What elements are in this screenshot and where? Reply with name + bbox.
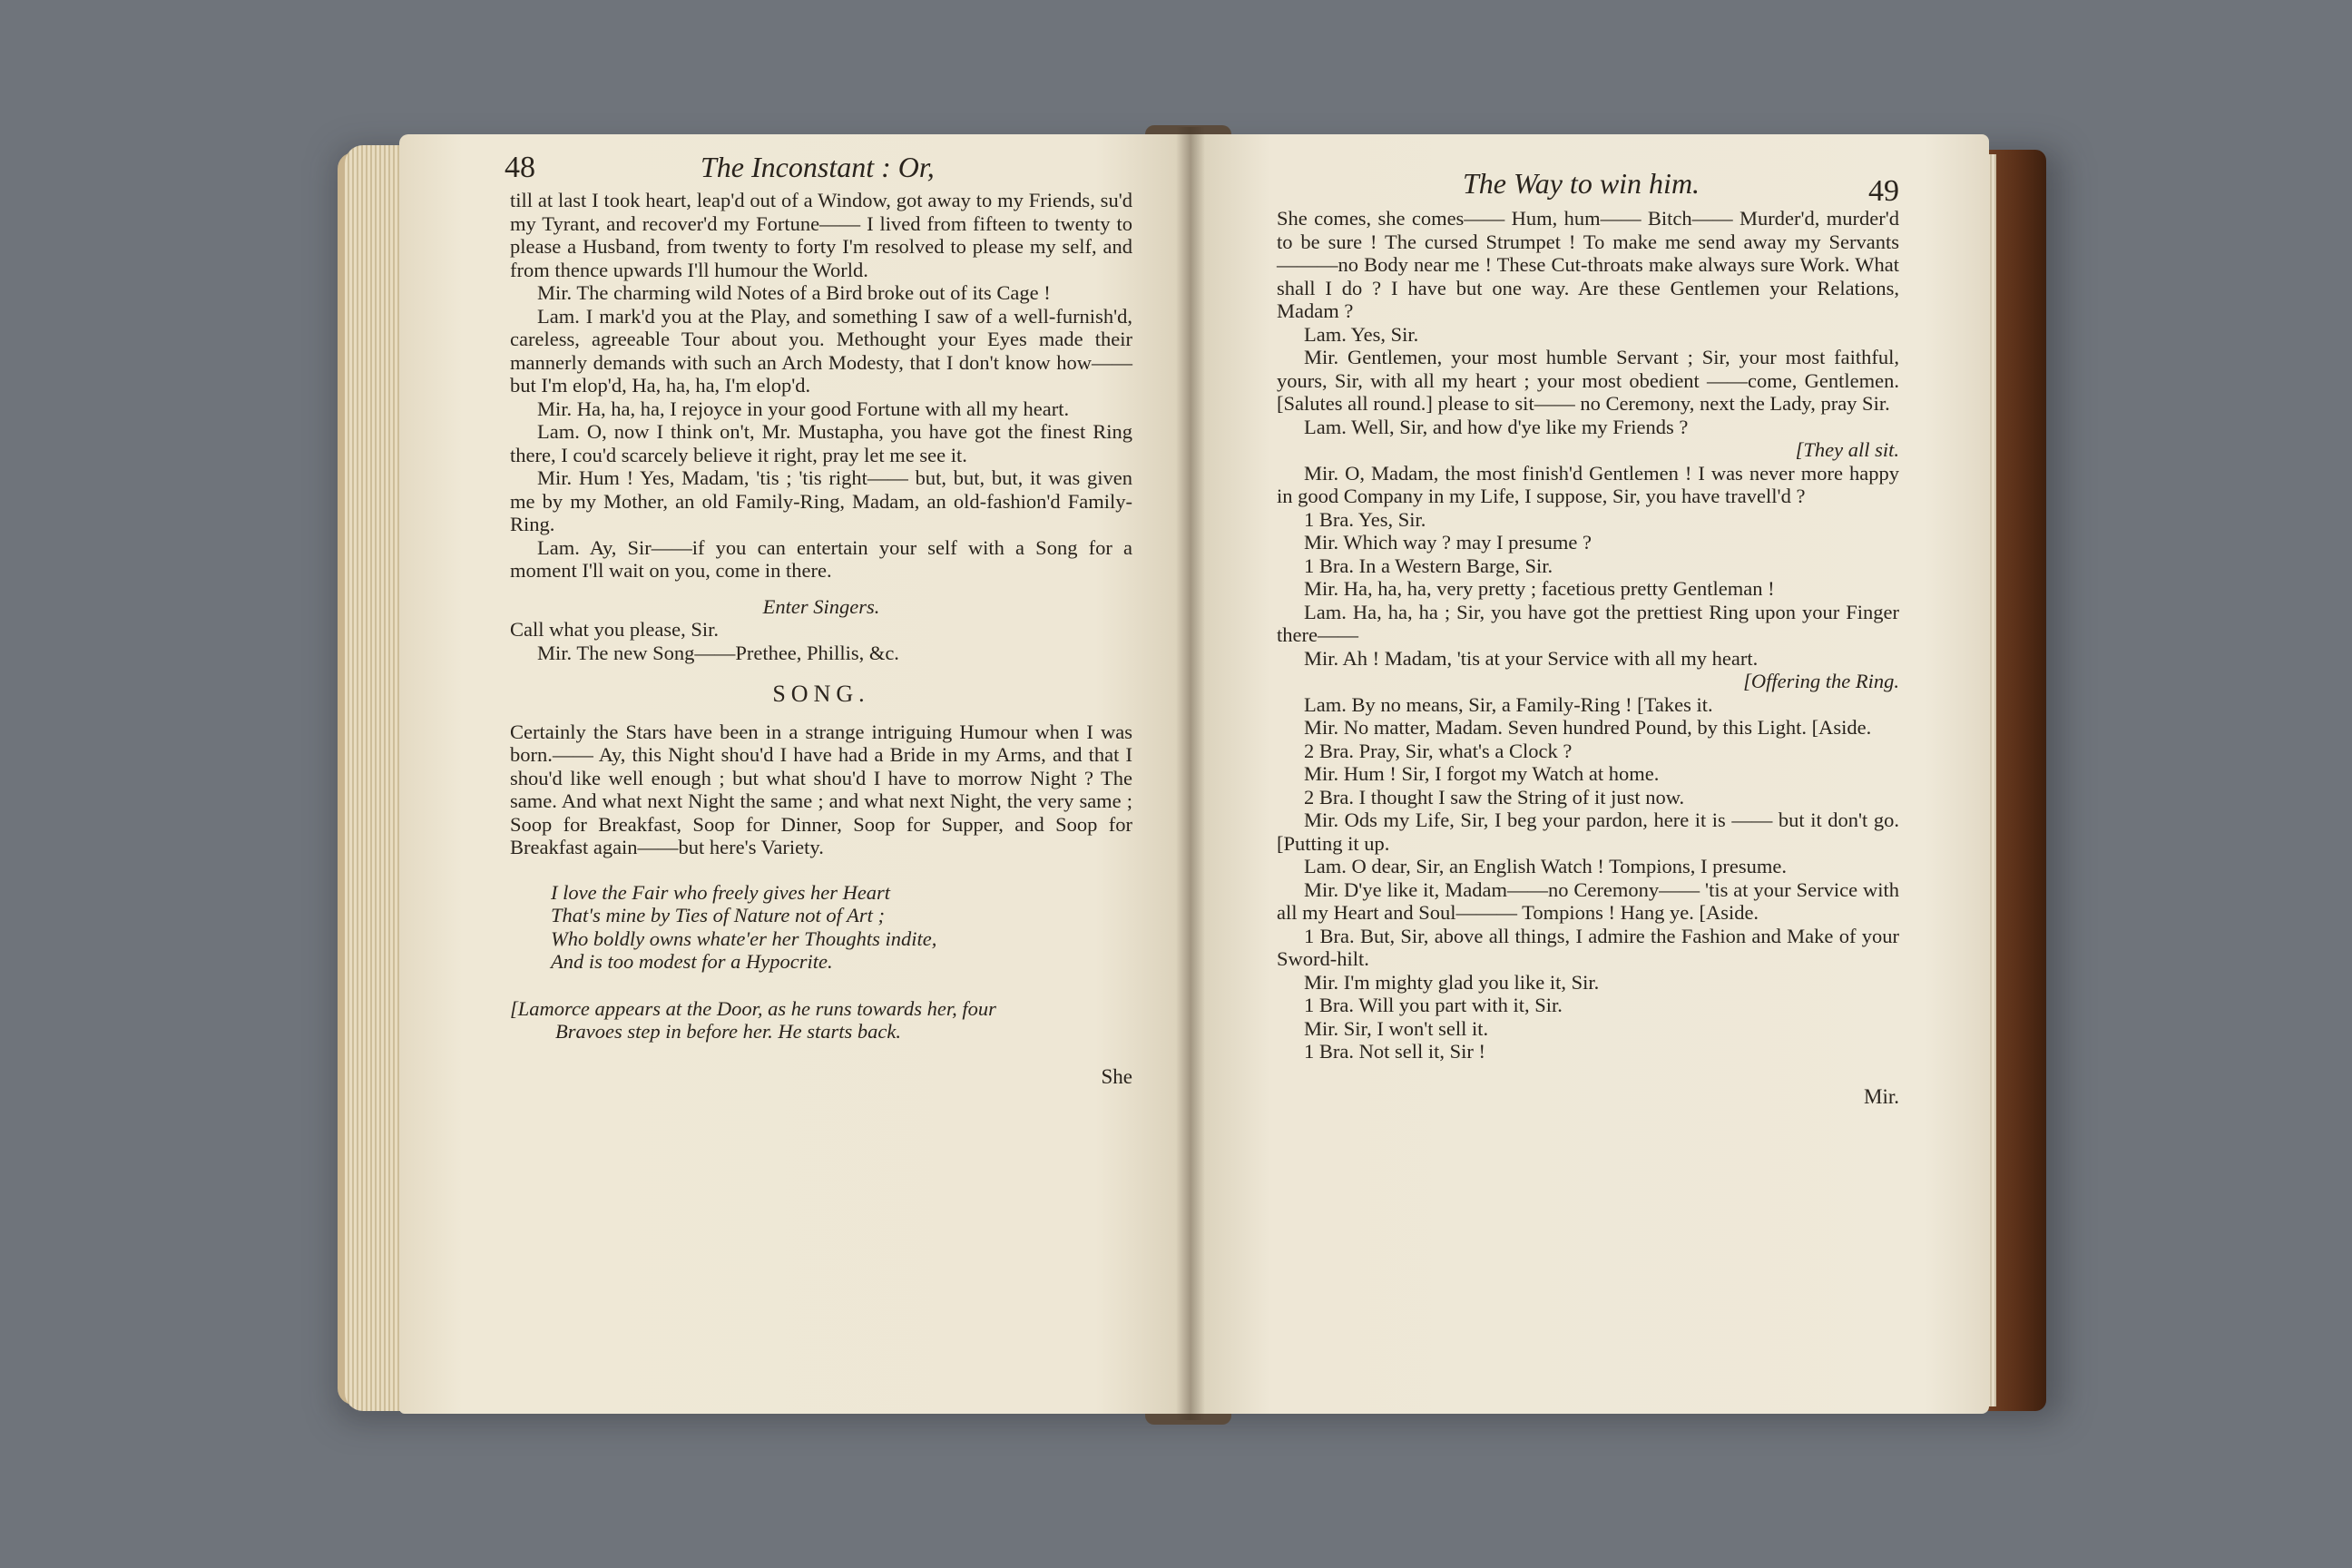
verse-line: I love the Fair who freely gives her Heart: [551, 880, 891, 904]
speech: Mir. D'ye like it, Madam——no Ceremony—— 'tis at your Service with all my Heart and Soul——— Tompions ! Hang ye. [Aside.: [1277, 877, 1899, 924]
left-page: [399, 134, 1191, 1414]
speech: Lam. I mark'd you at the Play, and something I saw of a well-furnish'd, careless, agreeable Tour about you. Methought your Eyes made their mannerly demands with such an Arch Modesty, that I don't know how—— but I'm elop'd, Ha, ha, ha, I'm elop'd.: [510, 304, 1132, 397]
speech: Lam. Ay, Sir——if you can entertain your self with a Song for a moment I'll wait on you, come in there.: [510, 535, 1132, 582]
left-page-header: [505, 151, 1132, 189]
stage-direction: [510, 997, 1132, 1044]
speech: Mir. The charming wild Notes of a Bird broke out of its Cage !: [537, 281, 1051, 304]
catchword: Mir.: [1864, 1084, 1899, 1108]
speech: Mir. Hum ! Yes, Madam, 'tis ; 'tis right—— but, but, but, it was given me by my Mother, an old Family-Ring, Madam, an old-fashion'd Family-Ring.: [510, 466, 1132, 535]
speech: Mir. Ah ! Madam, 'tis at your Service with all my heart.: [1304, 646, 1759, 670]
right-page-lines: [1277, 207, 1899, 1063]
running-head: The Way to win him.: [1463, 167, 1700, 200]
speech: Lam. Yes, Sir.: [1304, 322, 1419, 346]
right-page-text: [1277, 167, 1899, 1108]
speech: Mir. Gentlemen, your most humble Servant ; Sir, your most faithful, yours, Sir, with all my heart ; your most obedient ——come, Gentlemen. [Salutes all round.] please to sit—— no Ceremony, next the Lady, pray Sir.: [1277, 346, 1899, 415]
speech: 1 Bra. Not sell it, Sir !: [1304, 1040, 1485, 1063]
speech: 2 Bra. I thought I saw the String of it just now.: [1304, 785, 1685, 808]
speech: Mir. Ods my Life, Sir, I beg your pardon, here it is —— but it don't go. [Putting it up.: [1277, 808, 1899, 855]
song-heading: SONG.: [772, 681, 870, 707]
verse-line: That's mine by Ties of Nature not of Art ;: [551, 904, 885, 926]
left-page-text: [505, 151, 1132, 1088]
speech: 1 Bra. But, Sir, above all things, I admire the Fashion and Make of your Sword-hilt.: [1277, 924, 1899, 970]
stage-direction: [Offering the Ring.: [1743, 670, 1899, 692]
speech: Call what you please, Sir.: [510, 618, 719, 641]
speech: Mir. Sir, I won't sell it.: [1304, 1016, 1489, 1040]
speech: 1 Bra. Will you part with it, Sir.: [1304, 994, 1563, 1016]
running-head: The Inconstant : Or,: [701, 151, 935, 183]
speech: Lam. Well, Sir, and how d'ye like my Friends ?: [1304, 415, 1689, 438]
book-gutter: [1176, 127, 1205, 1420]
speech: Mir. Which way ? may I presume ?: [1304, 531, 1592, 554]
paragraph: till at last I took heart, leap'd out of a Window, got away to my Friends, su'd my Tyrant, and recover'd my Fortune—— I lived from fifteen to twenty to please a Husband, from twenty to forty I'm resolved to please my self, and from thence upwards I'll humour the World.: [510, 189, 1132, 281]
song-prose: Certainly the Stars have been in a strange intriguing Humour when I was born.—— Ay, this Night shou'd I have had a Bride in my Arms, and that I shou'd like well enough ; but what shou'd I have to morrow Night ? The same. And what next Night the same ; and what next Night, the very same ; Soop for Breakfast, Soop for Dinner, Soop for Supper, and Soop for Breakfast again——but here's Variety.: [510, 720, 1132, 858]
right-page: [1191, 134, 1989, 1414]
verse: [551, 881, 1132, 974]
speech: Mir. Ha, ha, ha, very pretty ; facetious pretty Gentleman !: [1304, 577, 1775, 600]
stage-line: [Lamorce appears at the Door, as he runs towards her, four: [510, 996, 996, 1020]
speech: Mir. The new Song——Prethee, Phillis, &c.: [537, 641, 899, 664]
speech: Lam. Ha, ha, ha ; Sir, you have got the prettiest Ring upon your Finger there——: [1277, 600, 1899, 646]
speech: Mir. No matter, Madam. Seven hundred Pound, by this Light. [Aside.: [1304, 716, 1872, 739]
verse-line: And is too modest for a Hypocrite.: [551, 950, 833, 973]
speech: Mir. O, Madam, the most finish'd Gentlemen ! I was never more happy in good Company in my Life, I suppose, Sir, you have travell'd ?: [1277, 461, 1899, 507]
speech: She comes, she comes—— Hum, hum—— Bitch—— Murder'd, murder'd to be sure ! The cursed Strumpet ! To make me send away my Servants———no Body near me ! These Cut-throats make always sure Work. What shall I do ? I have but one way. Are these Gentlemen your Relations, Madam ?: [1277, 207, 1899, 322]
speech: 1 Bra. In a Western Barge, Sir.: [1304, 554, 1553, 577]
speech: 2 Bra. Pray, Sir, what's a Clock ?: [1304, 739, 1573, 762]
speech: Mir. Hum ! Sir, I forgot my Watch at home.: [1304, 762, 1660, 785]
page-number: 49: [1868, 174, 1899, 208]
speech: Lam. By no means, Sir, a Family-Ring ! [Takes it.: [1304, 692, 1713, 716]
catchword: She: [1101, 1064, 1132, 1088]
speech: Mir. I'm mighty glad you like it, Sir.: [1304, 970, 1600, 994]
stage-line: Bravoes step in before her. He starts back.: [555, 1020, 901, 1043]
right-page-header: [1277, 167, 1899, 208]
stage-direction-enter: Enter Singers.: [762, 594, 880, 618]
verse-line: Who boldly owns whate'er her Thoughts indite,: [551, 926, 937, 950]
speech: Lam. O, now I think on't, Mr. Mustapha, you have got the finest Ring there, I cou'd scarcely believe it right, pray let me see it.: [510, 420, 1132, 466]
stage-direction: [They all sit.: [1795, 438, 1899, 461]
speech: Lam. O dear, Sir, an English Watch ! Tompions, I presume.: [1304, 855, 1788, 877]
speech: 1 Bra. Yes, Sir.: [1304, 507, 1426, 531]
speech: Mir. Ha, ha, ha, I rejoyce in your good Fortune with all my heart.: [537, 397, 1070, 420]
page-number: 48: [505, 151, 535, 184]
